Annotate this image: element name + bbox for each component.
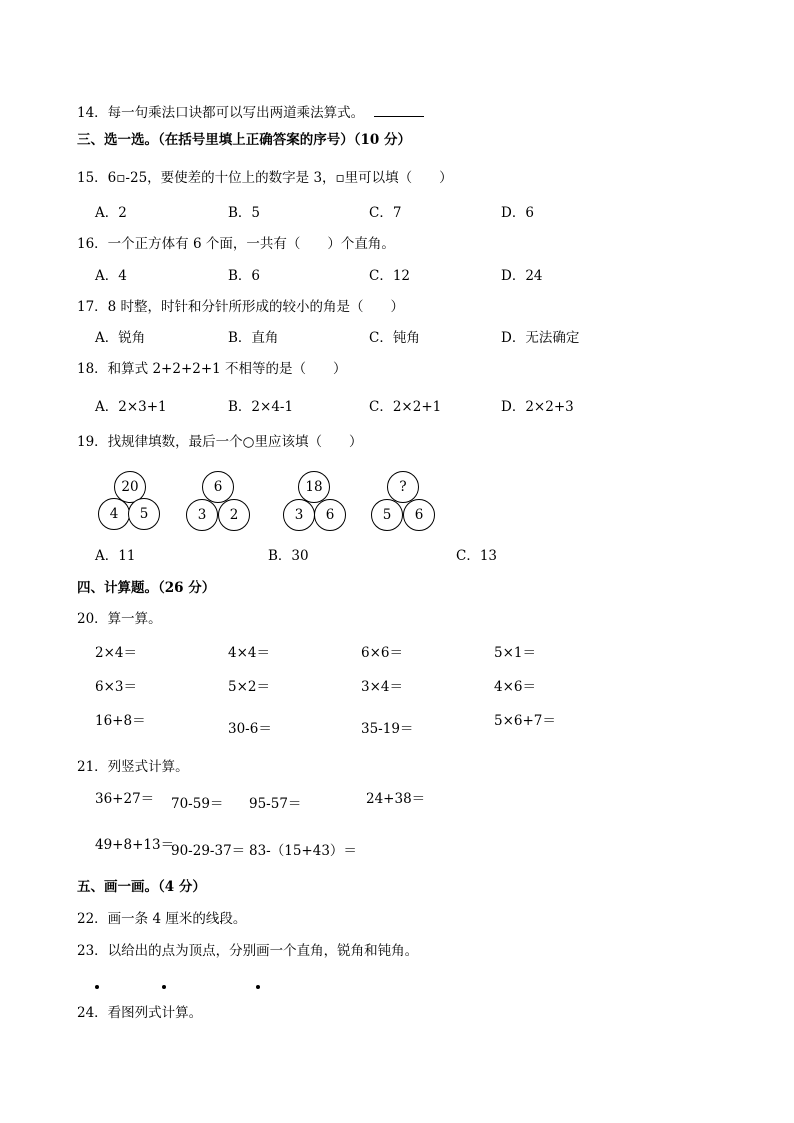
calc-item: 35-19＝	[361, 721, 414, 737]
q19-option-b[interactable]: B．30	[268, 548, 309, 564]
vertical-calc-item: 83-（15+43）＝	[249, 843, 357, 859]
q15-option-d[interactable]: D．6	[501, 205, 534, 221]
circle-top: 20	[114, 471, 146, 503]
question-19-text: 19．找规律填数，最后一个○里应该填（ ）	[77, 434, 363, 450]
circle-right: 6	[314, 499, 346, 531]
q17-option-b[interactable]: B．直角	[228, 330, 279, 346]
section-4-heading: 四、计算题。（26 分）	[77, 580, 216, 596]
circle-left: 5	[371, 499, 403, 531]
vertex-dot	[256, 985, 260, 989]
calc-item: 4×6＝	[494, 679, 536, 695]
question-23-text: 23．以给出的点为顶点，分别画一个直角，锐角和钝角。	[77, 943, 419, 959]
vertical-calc-item: 36+27＝	[95, 791, 155, 807]
circle-right: 2	[218, 499, 250, 531]
circle-left: 3	[283, 499, 315, 531]
q16-option-c[interactable]: C．12	[369, 268, 411, 284]
answer-blank[interactable]	[374, 104, 424, 117]
section-3-heading: 三、选一选。（在括号里填上正确答案的序号）（10 分）	[77, 132, 411, 148]
calc-item: 5×1＝	[494, 645, 536, 661]
q18-option-d[interactable]: D．2×2+3	[501, 399, 574, 415]
vertical-calc-item: 49+8+13＝	[95, 837, 175, 853]
q17-option-c[interactable]: C．钝角	[369, 330, 420, 346]
calc-item: 3×4＝	[361, 679, 403, 695]
question-18-text: 18．和算式 2+2+2+1 不相等的是（ ）	[77, 361, 347, 377]
question-15-text: 15．6▫-25，要使差的十位上的数字是 3，▫里可以填（ ）	[77, 170, 453, 186]
calc-item: 5×6+7＝	[494, 713, 556, 729]
calc-item: 16+8＝	[95, 713, 146, 729]
calc-item: 2×4＝	[95, 645, 137, 661]
question-22-text: 22．画一条 4 厘米的线段。	[77, 911, 247, 927]
question-21-text: 21．列竖式计算。	[77, 759, 189, 775]
question-14-text: 14．每一句乘法口诀都可以写出两道乘法算式。	[77, 105, 365, 121]
circle-left: 3	[186, 499, 218, 531]
calc-item: 4×4＝	[228, 645, 270, 661]
q15-option-a[interactable]: A．2	[95, 205, 127, 221]
vertical-calc-item: 24+38＝	[366, 791, 426, 807]
calc-item: 30-6＝	[228, 721, 272, 737]
question-14	[77, 104, 424, 121]
q15-option-b[interactable]: B．5	[228, 205, 261, 221]
q16-option-b[interactable]: B．6	[228, 268, 261, 284]
question-16-text: 16．一个正方体有 6 个面，一共有（ ）个直角。	[77, 236, 395, 252]
q19-option-a[interactable]: A．11	[95, 548, 136, 564]
question-24-text: 24．看图列式计算。	[77, 1005, 203, 1021]
vertex-dot	[162, 985, 166, 989]
q18-option-c[interactable]: C．2×2+1	[369, 399, 442, 415]
question-20-text: 20．算一算。	[77, 611, 162, 627]
circle-top: ?	[387, 471, 419, 503]
q18-option-b[interactable]: B．2×4-1	[228, 399, 294, 415]
q17-option-a[interactable]: A．锐角	[95, 330, 146, 346]
q17-option-d[interactable]: D．无法确定	[501, 330, 580, 346]
circle-top: 18	[298, 471, 330, 503]
circle-left: 4	[98, 498, 130, 530]
q18-option-a[interactable]: A．2×3+1	[95, 399, 167, 415]
q15-option-c[interactable]: C．7	[369, 205, 402, 221]
circle-right: 5	[128, 498, 160, 530]
q16-option-a[interactable]: A．4	[95, 268, 127, 284]
circle-right: 6	[403, 499, 435, 531]
vertex-dot	[95, 985, 99, 989]
calc-item: 6×6＝	[361, 645, 403, 661]
vertical-calc-item: 90-29-37＝	[171, 843, 246, 859]
calc-item: 5×2＝	[228, 679, 270, 695]
circle-top: 6	[202, 471, 234, 503]
vertical-calc-item: 70-59＝	[171, 796, 224, 812]
calc-item: 6×3＝	[95, 679, 137, 695]
q16-option-d[interactable]: D．24	[501, 268, 543, 284]
q19-option-c[interactable]: C．13	[456, 548, 498, 564]
question-17-text: 17．8 时整，时针和分针所形成的较小的角是（ ）	[77, 299, 405, 315]
vertical-calc-item: 95-57＝	[249, 796, 302, 812]
section-5-heading: 五、画一画。（4 分）	[77, 879, 206, 895]
